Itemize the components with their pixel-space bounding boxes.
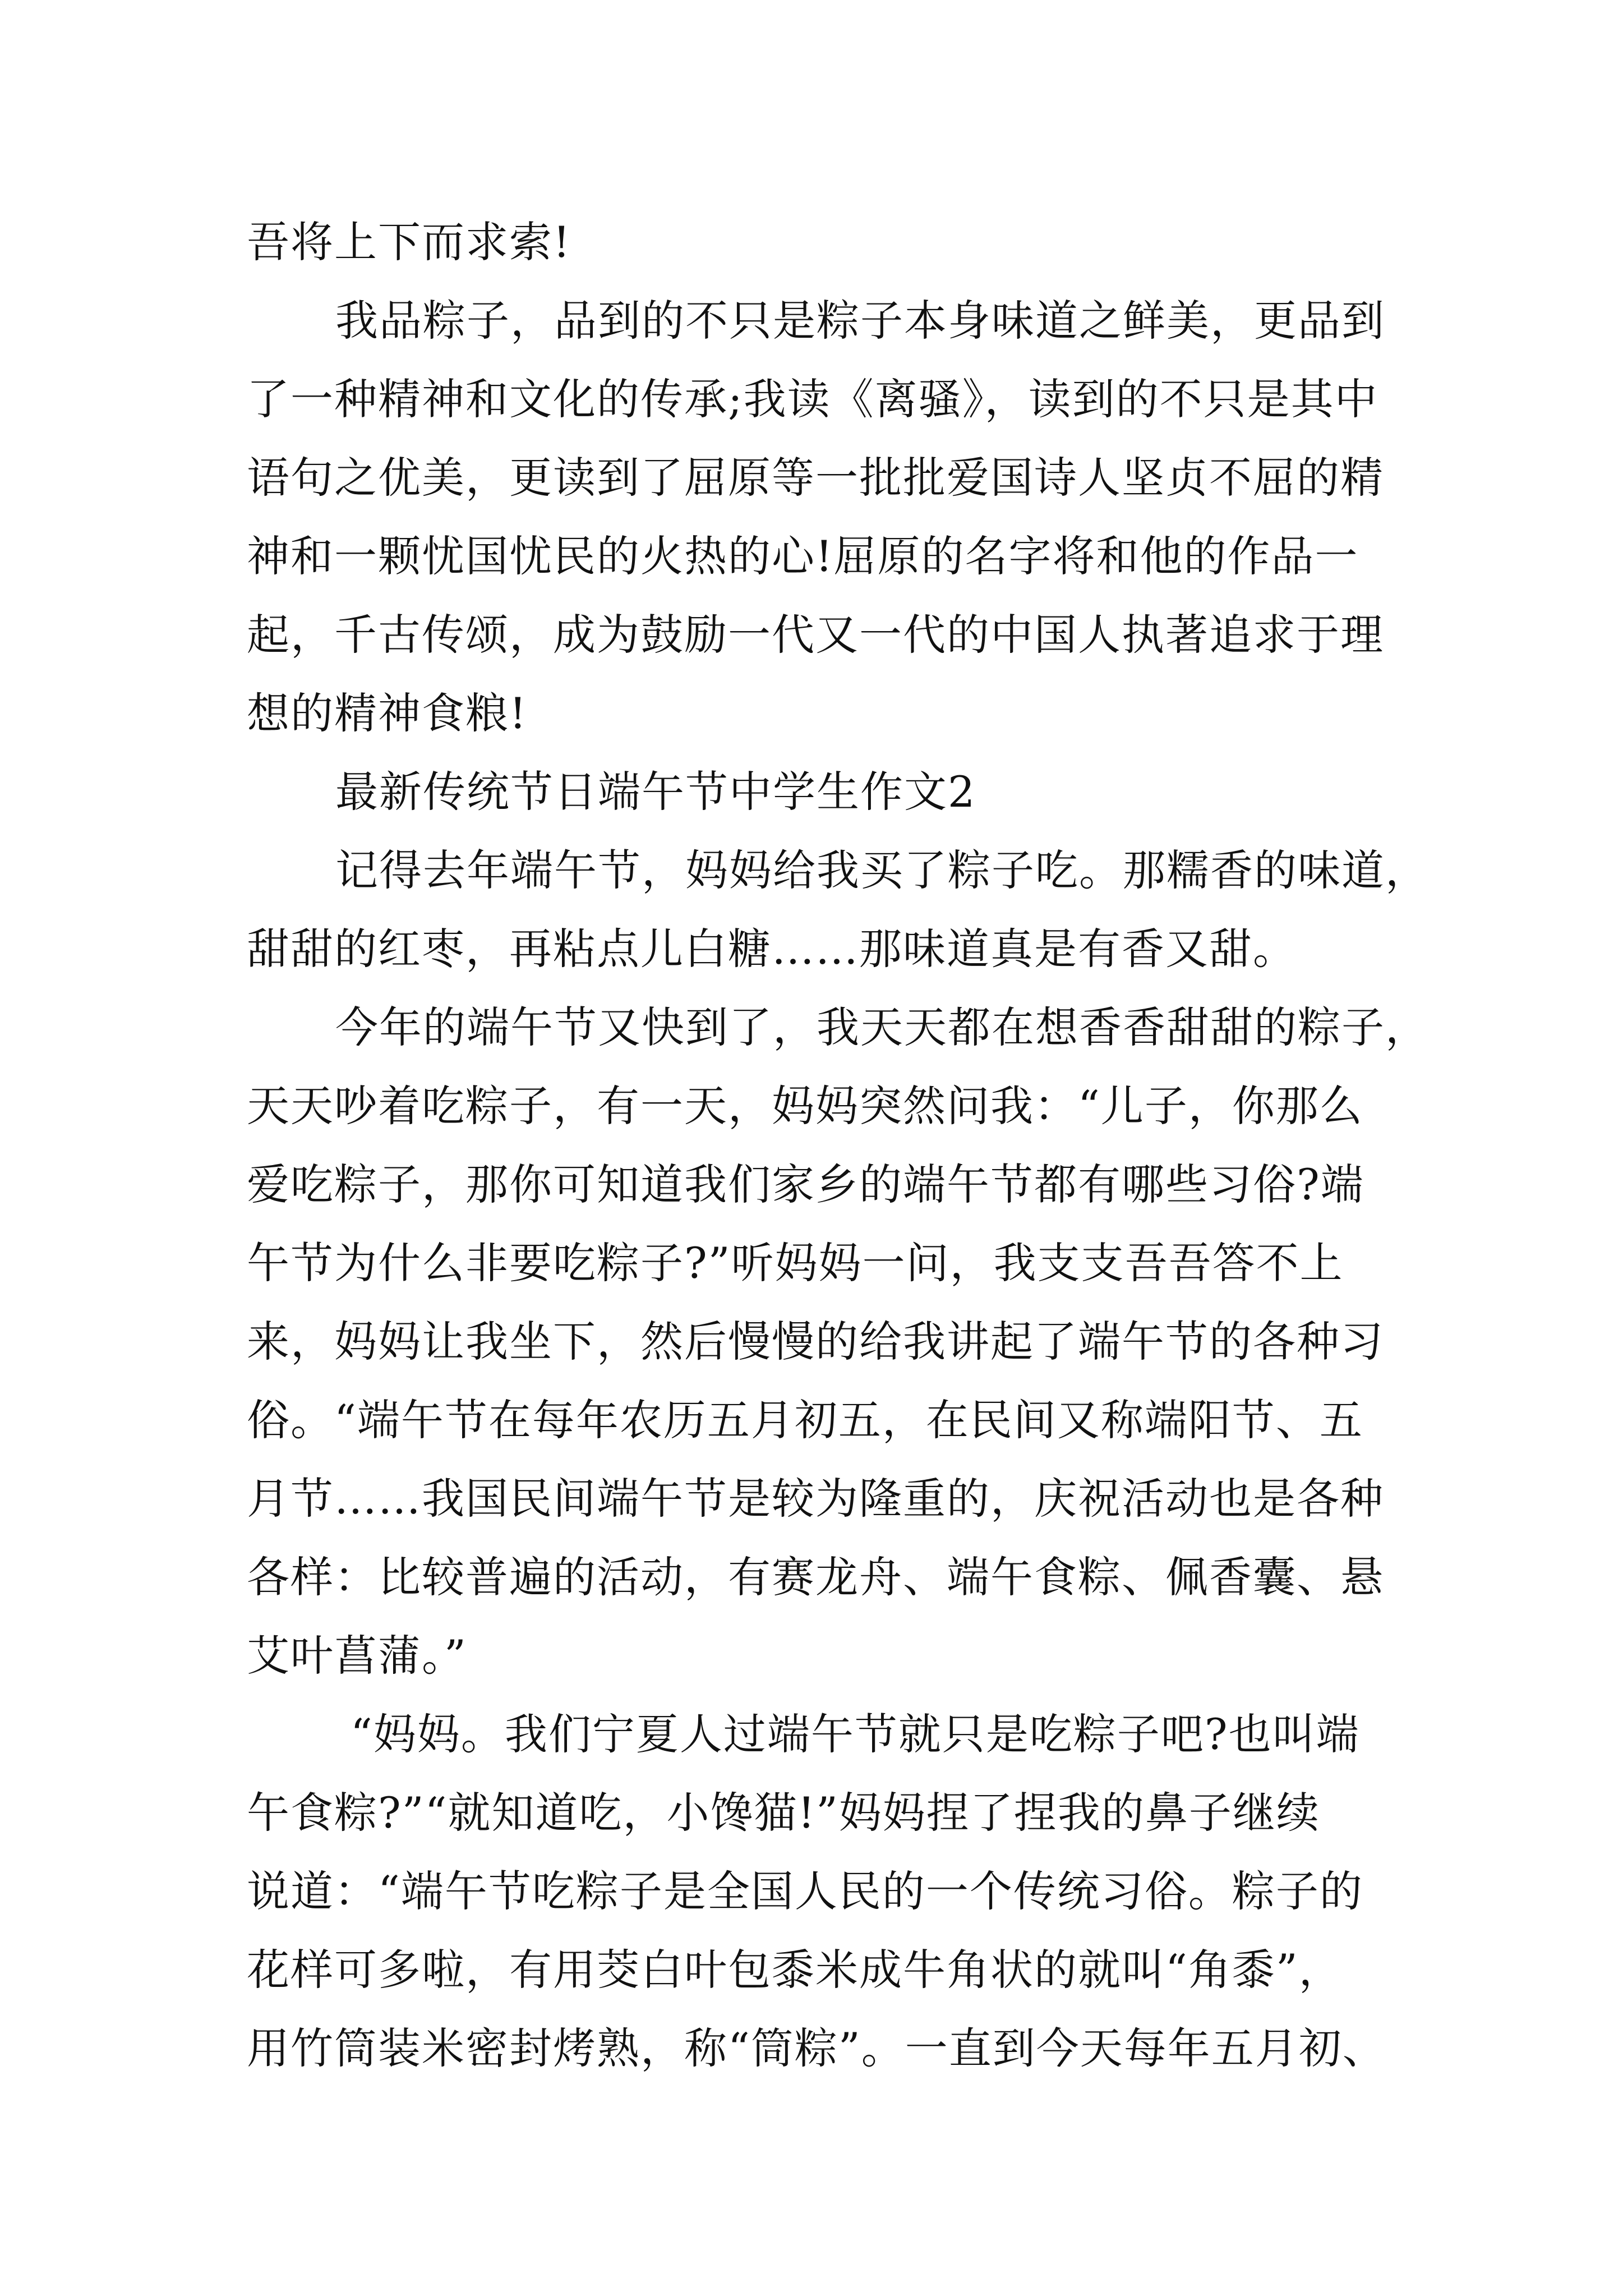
paragraph-start-line: “妈妈。我们宁夏人过端午节就只是吃粽子吧?也叫端 — [351, 1709, 1360, 1759]
text-line: 起，千古传颂，成为鼓励一代又一代的中国人执著追求于理 — [247, 610, 1384, 660]
text-line: 午食粽?”“就知道吃，小馋猫!”妈妈捏了捏我的鼻子继续 — [247, 1788, 1320, 1838]
text-line: 花样可多啦，有用茭白叶包黍米成牛角状的就叫“角黍”， — [247, 1945, 1343, 1995]
paragraph-start-line: 记得去年端午节，妈妈给我买了粽子吃。那糯香的味道， — [335, 845, 1429, 895]
text-line: 天天吵着吃粽子，有一天，妈妈突然问我：“儿子，你那么 — [247, 1081, 1363, 1131]
text-line: 月节……我国民间端午节是较为隆重的，庆祝活动也是各种 — [247, 1474, 1384, 1524]
paragraph-start-line: 今年的端午节又快到了，我天天都在想香香甜甜的粽子， — [335, 1002, 1429, 1052]
text-line: 爱吃粽子，那你可知道我们家乡的端午节都有哪些习俗?端 — [247, 1159, 1364, 1209]
text-line: 艾叶菖蒲。” — [247, 1631, 467, 1681]
text-line: 来，妈妈让我坐下，然后慢慢的给我讲起了端午节的各种习 — [247, 1317, 1384, 1366]
text-line: 语句之优美，更读到了屈原等一批批爱国诗人坚贞不屈的精 — [247, 453, 1384, 503]
paragraph-start-line: 我品粽子，品到的不只是粽子本身味道之鲜美，更品到 — [335, 296, 1385, 346]
essay-title: 最新传统节日端午节中学生作文2 — [335, 767, 976, 817]
text-line: 想的精神食粮! — [247, 688, 528, 738]
text-line: 了一种精神和文化的传承;我读《离骚》，读到的不只是其中 — [247, 374, 1378, 424]
text-line: 俗。“端午节在每年农历五月初五，在民间又称端阳节、五 — [247, 1395, 1363, 1445]
text-line: 神和一颗忧国忧民的火热的心!屈原的名字将和他的作品一 — [247, 531, 1359, 581]
text-line: 午节为什么非要吃粽子?”听妈妈一问，我支支吾吾答不上 — [247, 1238, 1344, 1288]
text-line: 各样：比较普遍的活动，有赛龙舟、端午食粽、佩香囊、悬 — [247, 1552, 1384, 1602]
text-line: 吾将上下而求索! — [247, 217, 571, 267]
text-line: 用竹筒装米密封烤熟，称“筒粽”。一直到今天每年五月初、 — [247, 2023, 1386, 2073]
text-line: 甜甜的红枣，再粘点儿白糖……那味道真是有香又甜。 — [247, 924, 1297, 974]
text-line: 说道：“端午节吃粽子是全国人民的一个传统习俗。粽子的 — [247, 1866, 1363, 1916]
